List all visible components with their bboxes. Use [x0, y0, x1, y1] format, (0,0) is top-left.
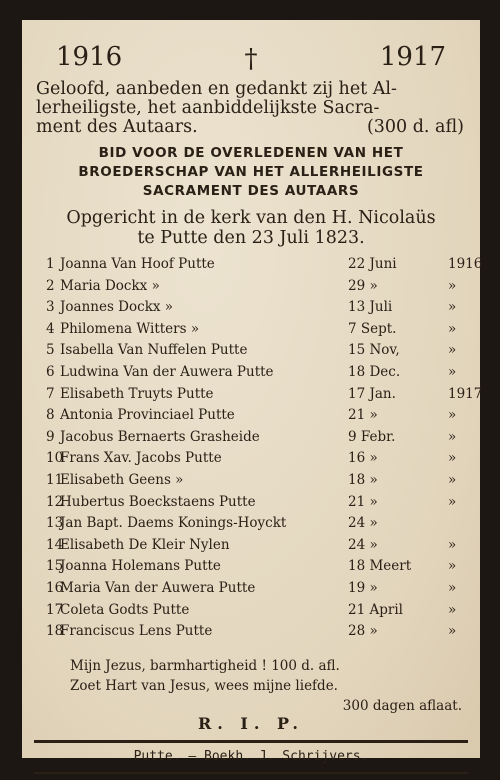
entry-date: 19 » [348, 579, 378, 596]
entry-date: 18 Meert [348, 558, 412, 575]
prayer-line: ment des Autaars. (300 d. afl) [36, 117, 464, 137]
entry-year: » [448, 342, 457, 359]
entry-year: 1917 [448, 385, 483, 402]
entry-number: 16 [46, 579, 64, 596]
entry-name: Philomena Witters » [60, 320, 200, 337]
entry-name: Elisabeth De Kleir Nylen [60, 536, 230, 553]
entry-name: Maria Van der Auwera Putte [60, 579, 256, 596]
list-item [46, 537, 462, 559]
entry-date: 7 Sept. [348, 320, 397, 337]
list-item [46, 515, 462, 537]
list-item [46, 256, 483, 278]
entry-year: » [448, 471, 457, 488]
entry-number: 4 [46, 320, 55, 337]
entry-number: 7 [46, 385, 55, 402]
entry-date: 22 Juni [348, 256, 397, 272]
closing-prayers: Mijn Jezus, barmhartigheid ! 100 d. afl. Zoet Hart van Jesus, wees mijne liefde. 300 dagen aflaat. [70, 658, 462, 714]
entry-year: » [448, 623, 457, 640]
entry-name: Elisabeth Truyts Putte [60, 385, 214, 402]
list-item [46, 299, 462, 321]
entry-date: 15 Nov, [348, 342, 400, 359]
header-years [56, 42, 446, 78]
entry-number: 10 [46, 450, 64, 467]
divider [34, 772, 468, 774]
deceased-list [46, 256, 483, 645]
entry-date: 18 » [348, 471, 378, 488]
entry-year: 1916 [448, 256, 483, 272]
entry-name: Frans Xav. Jacobs Putte [60, 450, 222, 467]
list-item [46, 385, 483, 408]
list-item [46, 494, 462, 516]
entry-year: » [448, 299, 457, 316]
list-item [46, 472, 462, 494]
entry-year: » [448, 320, 457, 337]
entry-name: Coleta Godts Putte [60, 601, 190, 618]
list-item [46, 342, 462, 364]
entry-date: 17 Jan. [348, 385, 396, 402]
prayer-line: lerheiligste, het aanbiddelijkste Sacra- [36, 98, 380, 118]
list-item [46, 278, 462, 300]
entry-date: 9 Febr. [348, 428, 396, 445]
list-item [46, 623, 462, 645]
printer-line: Putte. — Boekh. J. Schrijvers. [133, 749, 369, 764]
entry-year: » [448, 536, 457, 553]
founded-text: Opgericht in de kerk van den H. Nicolaüs te Putte den 23 Juli 1823. [66, 208, 436, 248]
entry-year: » [448, 277, 457, 294]
prayer-line: Geloofd, aanbeden en gedankt zij het Al- [36, 79, 397, 99]
entry-name: Isabella Van Nuffelen Putte [60, 342, 248, 359]
entry-date: 21 » [348, 493, 378, 510]
memorial-card [22, 20, 483, 764]
entry-number: 9 [46, 428, 55, 445]
list-item [46, 558, 462, 580]
entry-date: 21 April [348, 601, 403, 618]
entry-date: 18 Dec. [348, 363, 401, 380]
entry-date: 28 » [348, 623, 378, 640]
entry-date: 13 Juli [348, 299, 393, 316]
entry-date: 29 » [348, 277, 378, 294]
entry-date: 16 » [348, 450, 378, 467]
divider [34, 740, 468, 743]
entry-number: 12 [46, 493, 64, 510]
entry-name: Joanna Holemans Putte [60, 558, 221, 575]
entry-name: Jacobus Bernaerts Grasheide [60, 428, 260, 445]
entry-date: 24 » [348, 536, 378, 553]
entry-number: 17 [46, 601, 64, 618]
entry-number: 8 [46, 407, 55, 424]
prayer-text [36, 80, 464, 137]
entry-name: Ludwina Van der Auwera Putte [60, 363, 274, 380]
entry-name: Joannes Dockx » [60, 299, 174, 316]
entry-year: » [448, 363, 457, 380]
brotherhood-heading: BID VOOR DE OVERLEDENEN VAN HET BROEDERSCHAP VAN HET ALLERHEILIGSTE SACRAMENT DES AUTAARS [78, 145, 424, 199]
entry-date: 24 » [348, 515, 378, 532]
entry-year: » [448, 407, 457, 424]
entry-number: 15 [46, 558, 64, 575]
entry-number: 1 [46, 256, 55, 272]
entry-name: Hubertus Boeckstaens Putte [60, 493, 256, 510]
list-item [46, 321, 462, 343]
list-item [46, 407, 462, 429]
entry-number: 13 [46, 515, 64, 532]
list-item [46, 429, 462, 451]
entry-year: » [448, 450, 457, 467]
entry-year: » [448, 558, 457, 575]
list-item [46, 580, 462, 602]
list-item [46, 450, 462, 472]
entry-name: Joanna Van Hoof Putte [60, 256, 215, 272]
list-item [46, 364, 462, 386]
entry-year: » [448, 579, 457, 596]
rip-text: R. I. P. [197, 714, 304, 733]
entry-number: 6 [46, 363, 55, 380]
entry-number: 2 [46, 277, 55, 294]
entry-name: Antonia Provinciael Putte [60, 407, 235, 424]
list-item [46, 602, 462, 624]
entry-name: Elisabeth Geens » [60, 471, 184, 488]
entry-number: 5 [46, 342, 55, 359]
entry-date: 21 » [348, 407, 378, 424]
entry-year: » [448, 428, 457, 445]
entry-number: 3 [46, 299, 55, 316]
cross-icon: † [244, 44, 258, 74]
year-start: 1916 [56, 42, 123, 72]
year-end: 1917 [379, 42, 446, 72]
entry-year: » [448, 601, 457, 618]
entry-name: Maria Dockx » [60, 277, 160, 294]
entry-number: 11 [46, 471, 64, 488]
entry-number: 18 [46, 623, 64, 640]
entry-year: » [448, 493, 457, 510]
entry-name: Franciscus Lens Putte [60, 623, 213, 640]
entry-number: 14 [46, 536, 64, 553]
entry-name: Jan Bapt. Daems Konings-Hoyckt [60, 515, 287, 532]
